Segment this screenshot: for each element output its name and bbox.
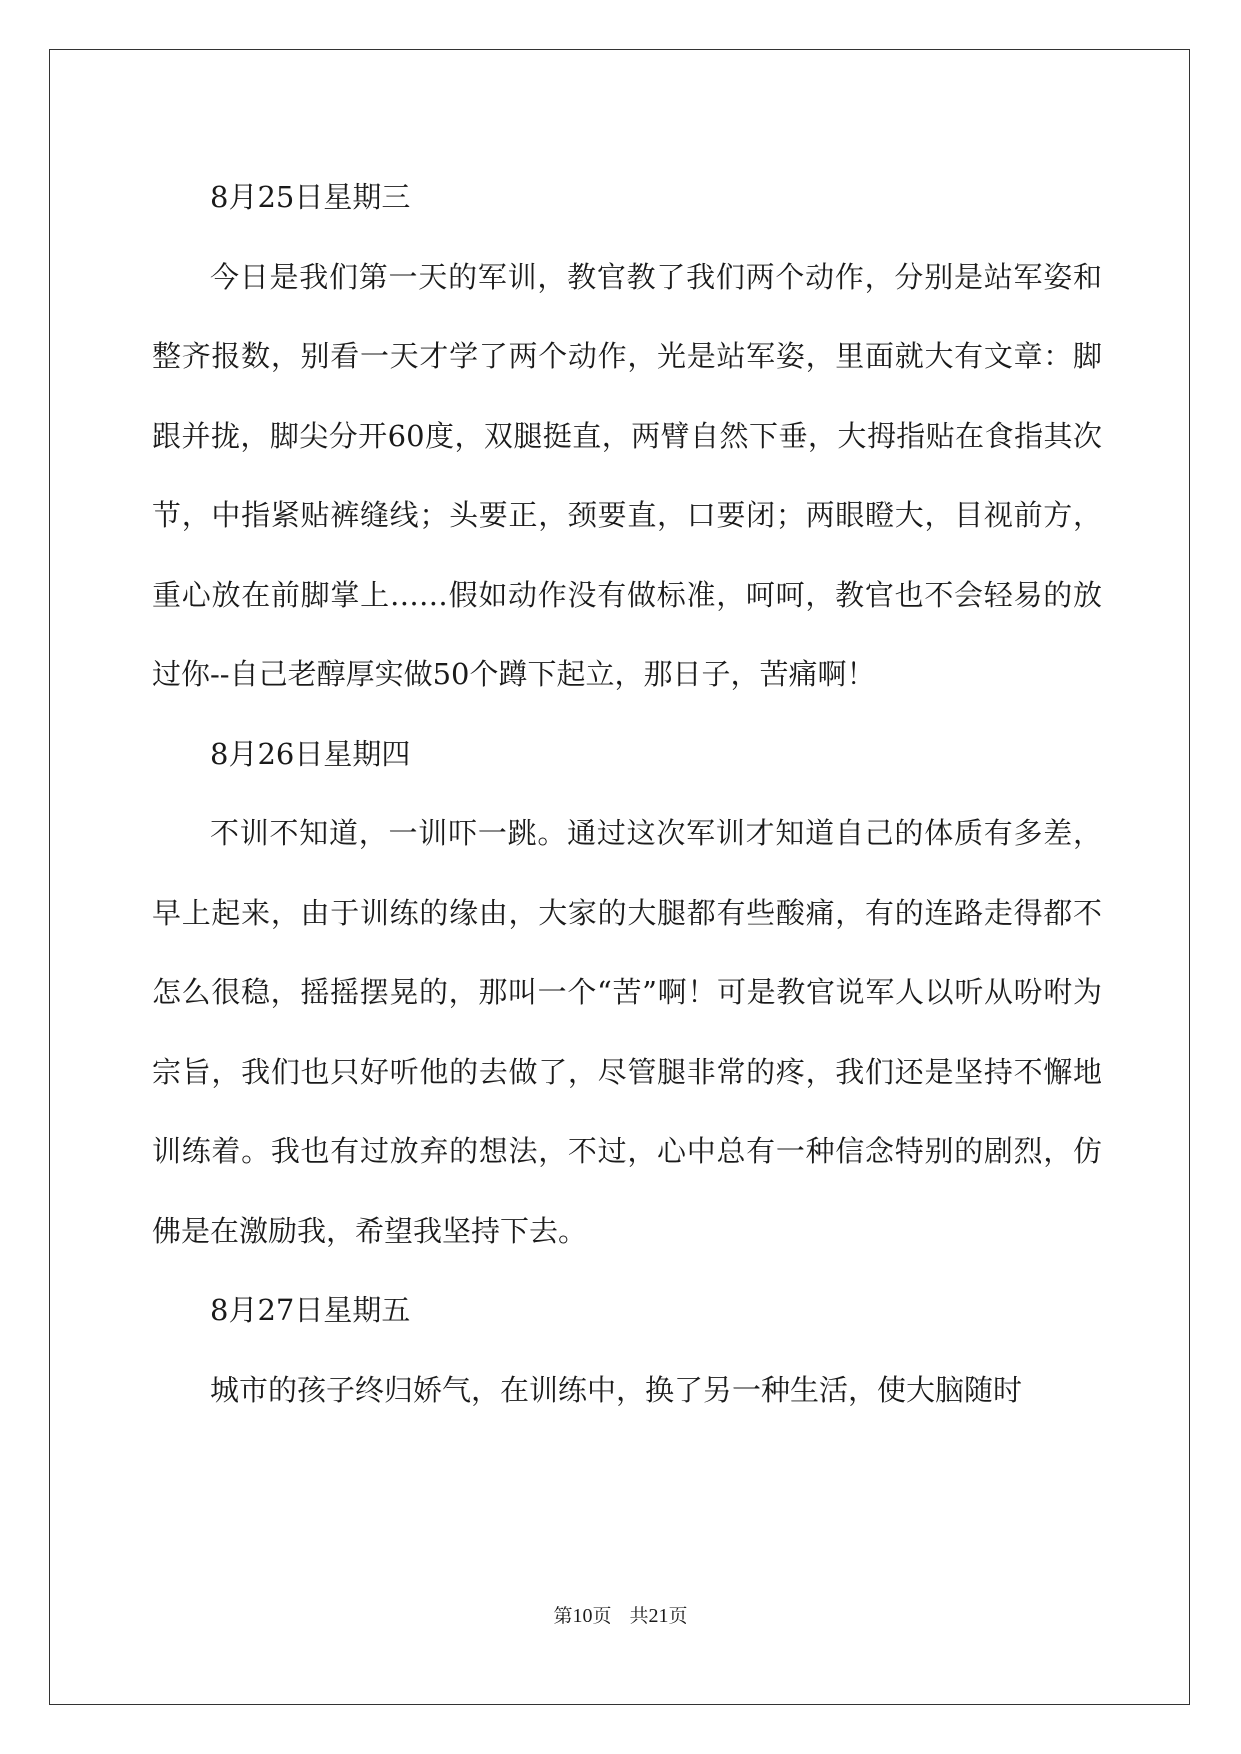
total-page-number: 21	[648, 1605, 669, 1627]
entry-paragraph: 今日是我们第一天的军训，教官教了我们两个动作，分别是站军姿和整齐报数，别看一天才学了两个动作，光是站军姿，里面就大有文章：脚跟并拢，脚尖分开60度，双腿挺直，两臂自然下垂，大拇指贴在食指其次节，中指紧贴裤缝线；头要正，颈要直，口要闭；两眼瞪大，目视前方，重心放在前脚掌上……假如动作没有做标准，呵呵，教官也不会轻易的放过你--自己老醇厚实做50个蹲下起立，那日子，苦痛啊！	[152, 259, 1102, 691]
entry-date: 8月26日星期四	[210, 736, 411, 771]
current-page-number: 10	[572, 1605, 593, 1627]
entry-date: 8月25日星期三	[210, 180, 411, 214]
footer-page-suffix: 页	[592, 1605, 612, 1627]
footer-prefix: 第	[553, 1605, 573, 1627]
entry-paragraph: 不训不知道，一训吓一跳。通过这次军训才知道自己的体质有多差，早上起来，由于训练的缘由，大家的大腿都有些酸痛，有的连路走得都不怎么很稳，摇摇摆晃的，那叫一个“苦”啊！可是教官说军人以听从吩咐为宗旨，我们也只好听他的去做了，尽管腿非常的疼，我们还是坚持不懈地训练着。我也有过放弃的想法，不过，心中总有一种信念特别的剧烈，仿佛是在激励我，希望我坚持下去。	[152, 816, 1102, 1248]
footer-total-prefix: 共	[629, 1605, 649, 1627]
entry-date: 8月27日星期五	[210, 1293, 411, 1327]
entry-paragraph: 城市的孩子终归娇气，在训练中，换了另一种生活，使大脑随时	[210, 1372, 1023, 1407]
document-body	[152, 158, 1102, 1430]
footer-total-suffix: 页	[668, 1605, 688, 1627]
page-footer	[0, 1601, 1241, 1628]
